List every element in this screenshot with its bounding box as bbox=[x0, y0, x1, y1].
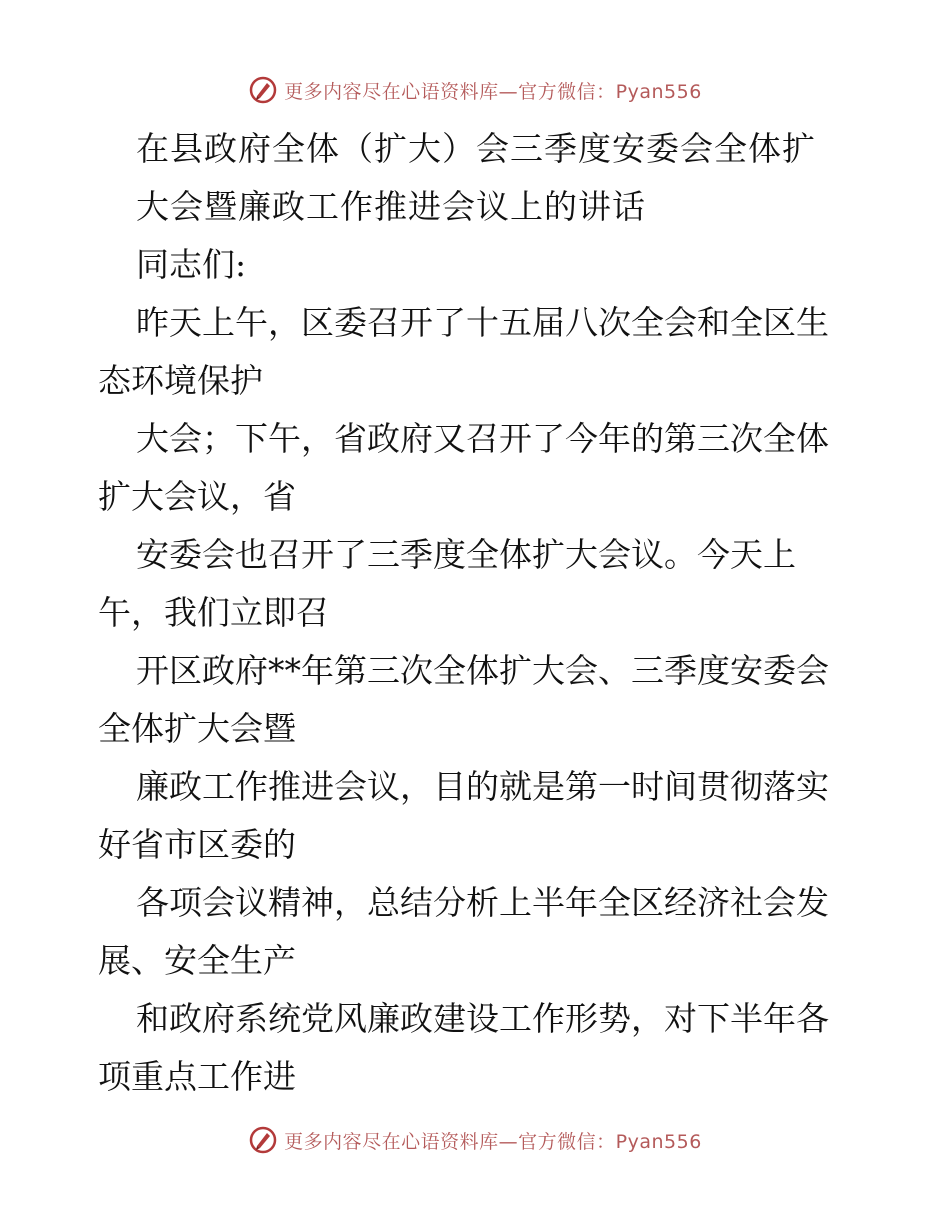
paragraph-line: 扩大会议，省 bbox=[98, 477, 296, 516]
paragraph-line: 廉政工作推进会议，目的就是第一时间贯彻落实 bbox=[136, 767, 829, 806]
paragraph-line: 好省市区委的 bbox=[98, 825, 296, 864]
pen-logo-icon bbox=[248, 1125, 278, 1155]
footer-banner bbox=[0, 1120, 950, 1160]
paragraph-line: 昨天上午，区委召开了十五届八次全会和全区生 bbox=[136, 303, 829, 342]
document-title-line-2: 大会暨廉政工作推进会议上的讲话 bbox=[136, 187, 646, 226]
paragraph-line: 大会；下午，省政府又召开了今年的第三次全体 bbox=[136, 419, 829, 458]
paragraph-line: 全体扩大会暨 bbox=[98, 709, 296, 748]
paragraph-line: 项重点工作进 bbox=[98, 1057, 296, 1096]
header-banner bbox=[0, 70, 950, 110]
header-banner-text: 更多内容尽在心语资料库—官方微信：Pyan556 bbox=[284, 80, 702, 103]
paragraph-line: 开区政府**年第三次全体扩大会、三季度安委会 bbox=[136, 651, 829, 690]
paragraph-line: 展、安全生产 bbox=[98, 941, 296, 980]
paragraph-line: 午，我们立即召 bbox=[98, 593, 329, 632]
paragraph-line: 态环境保护 bbox=[98, 361, 263, 400]
document-title-line-1: 在县政府全体（扩大）会三季度安委会全体扩 bbox=[136, 129, 816, 168]
paragraph-line: 各项会议精神，总结分析上半年全区经济社会发 bbox=[136, 883, 829, 922]
salutation: 同志们: bbox=[136, 245, 247, 284]
paragraph-line: 安委会也召开了三季度全体扩大会议。今天上 bbox=[136, 535, 796, 574]
document-body bbox=[98, 120, 858, 1106]
pen-logo-icon bbox=[248, 75, 278, 105]
paragraph-line: 和政府系统党风廉政建设工作形势，对下半年各 bbox=[136, 999, 829, 1038]
footer-banner-text: 更多内容尽在心语资料库—官方微信：Pyan556 bbox=[284, 1130, 702, 1153]
